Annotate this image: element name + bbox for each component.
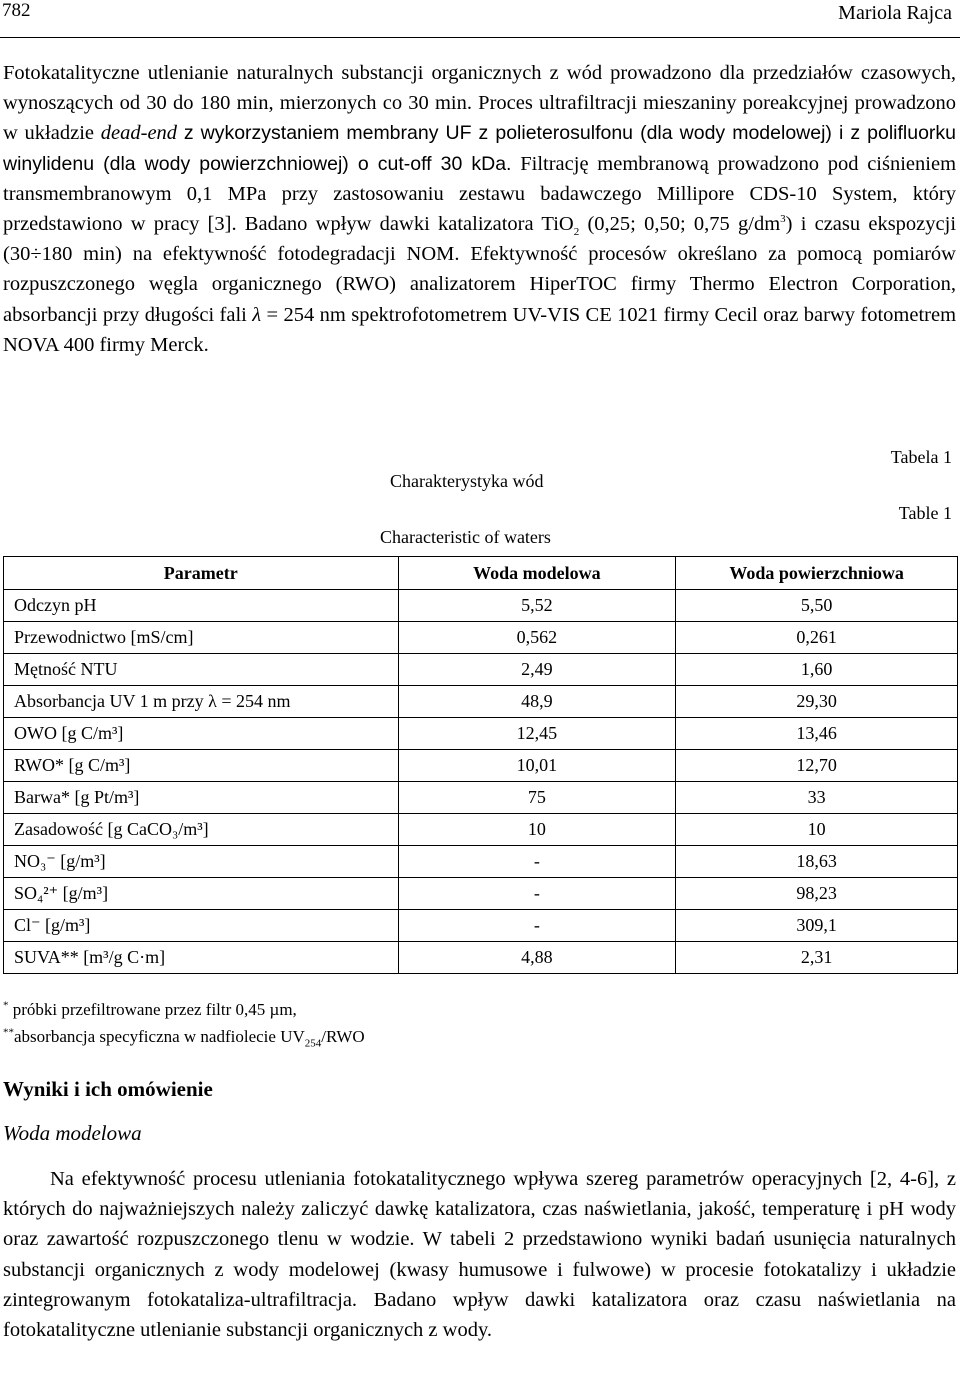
param-cell: SO₄²⁺ [g/m³] — [4, 878, 399, 910]
water-characteristics-table — [3, 556, 958, 974]
footnote-2 — [3, 1026, 365, 1050]
col-header-parameter: Parametr — [4, 557, 399, 590]
table-header-row — [4, 557, 958, 590]
footnote-2-end: /RWO — [321, 1027, 365, 1046]
model-value-cell: 12,45 — [398, 718, 676, 750]
intro-dead-end: dead-end — [100, 122, 178, 145]
table-row — [4, 942, 958, 974]
param-cell: Absorbancja UV 1 m przy λ = 254 nm — [4, 686, 399, 718]
intro-lambda: λ — [252, 303, 262, 326]
table-row — [4, 846, 958, 878]
param-cell: OWO [g C/m³] — [4, 718, 399, 750]
surface-value-cell: 18,63 — [676, 846, 958, 878]
footnote-2-mark: ** — [3, 1026, 14, 1039]
table-row — [4, 750, 958, 782]
subsection-heading: Woda modelowa — [3, 1121, 142, 1145]
model-value-cell: - — [398, 910, 676, 942]
intro-sentence-5: ) i czasu ekspozycji (30÷180 min) na efektywność fotodegradacji NOM. Efektywność procesów określano za pomocą pomiarów rozpuszczonego węgla organicznego (RWO) analizatorem HiperTOC firmy Thermo Electron Corporation, absorbancji przy długości fali — [3, 213, 957, 326]
model-value-cell: 75 — [398, 782, 676, 814]
param-cell: Cl⁻ [g/m³] — [4, 910, 399, 942]
footnote-1-text: próbki przefiltrowane przez filtr 0,45 µm, — [12, 1000, 297, 1019]
surface-value-cell: 10 — [676, 814, 958, 846]
param-cell: NO₃⁻ [g/m³] — [4, 846, 399, 878]
table-row — [4, 654, 958, 686]
page-number: 782 — [2, 0, 31, 21]
running-header-author: Mariola Rajca — [838, 2, 952, 24]
surface-value-cell: 29,30 — [676, 686, 958, 718]
table-label-pl: Tabela 1 — [890, 447, 952, 467]
table-row — [4, 622, 958, 654]
surface-value-cell: 0,261 — [676, 622, 958, 654]
param-cell: Zasadowość [g CaCO₃/m³] — [4, 814, 399, 846]
intro-sentence-1: Fotokatalityczne utlenianie naturalnych substancji organicznych z wód prowadzono dla przedziałów czasowych, wynoszących od 30 do 180 min, mierzonych co 30 min. — [3, 62, 956, 115]
surface-value-cell: 12,70 — [676, 750, 958, 782]
results-paragraph: Na efektywność procesu utleniania fotokatalitycznego wpływa szereg parametrów operacyjnych [2, 4-6], z których do najważniejszych należy zaliczyć dawkę katalizatora, czas naświetlania, jakość, temperaturę i pH wody oraz zawartość rozpuszczonego tlenu w wodzie. W tabeli 2 przedstawiono wyniki badań usunięcia naturalnych substancji organicznych z wody modelowej (kwasy humusowe i fulwowe) w procesie fotokatalizy i układzie zintegrowanym fotokataliza-ultrafiltracja. Badano wpływ dawki katalizatora oraz czasu naświetlania na fotokatalityczne utlenianie substancji organicznych z wody. — [3, 1168, 956, 1342]
table-row — [4, 878, 958, 910]
param-cell: Barwa* [g Pt/m³] — [4, 782, 399, 814]
table-row — [4, 686, 958, 718]
surface-value-cell: 33 — [676, 782, 958, 814]
model-value-cell: - — [398, 878, 676, 910]
surface-value-cell: 98,23 — [676, 878, 958, 910]
intro-sentence-2a: Proces ultrafiltracji mieszaniny poreakcyjnej prowadzono w układzie — [3, 92, 957, 145]
footnote-1 — [3, 1000, 297, 1020]
surface-value-cell: 13,46 — [676, 718, 958, 750]
intro-sentence-2c: z wykorzystaniem membrany UF z polieterosulfonu (dla wody modelowej) i z polifluorku winylidenu (dla wody powierzchniowej) o cut-off 30 kDa. — [3, 122, 957, 175]
table-label-en: Table 1 — [898, 503, 952, 523]
surface-value-cell: 1,60 — [676, 654, 958, 686]
table-row — [4, 814, 958, 846]
section-heading: Wyniki i ich omówienie — [3, 1077, 213, 1101]
model-value-cell: 2,49 — [398, 654, 676, 686]
intro-sentence-4: (0,25; 0,50; 0,75 g/dm — [587, 213, 781, 236]
model-value-cell: 5,52 — [398, 590, 676, 622]
model-value-cell: 10,01 — [398, 750, 676, 782]
model-value-cell: 0,562 — [398, 622, 676, 654]
model-value-cell: 10 — [398, 814, 676, 846]
footnote-2-sub: 254 — [304, 1037, 322, 1050]
col-header-model-water: Woda modelowa — [398, 557, 676, 590]
table-row — [4, 910, 958, 942]
surface-value-cell: 2,31 — [676, 942, 958, 974]
param-cell: Odczyn pH — [4, 590, 399, 622]
footnote-1-mark: * — [3, 999, 9, 1012]
table-row — [4, 590, 958, 622]
model-value-cell: 4,88 — [398, 942, 676, 974]
table-caption-en: Characteristic of waters — [380, 527, 551, 547]
surface-value-cell: 5,50 — [676, 590, 958, 622]
header-rule — [0, 37, 960, 38]
model-value-cell: - — [398, 846, 676, 878]
model-value-cell: 48,9 — [398, 686, 676, 718]
param-cell: Przewodnictwo [mS/cm] — [4, 622, 399, 654]
surface-value-cell: 309,1 — [676, 910, 958, 942]
footnote-2-text: absorbancja specyficzna w nadfiolecie UV — [14, 1027, 305, 1046]
intro-sentence-6: = 254 nm spektrofotometrem UV-VIS CE 1021 firmy Cecil oraz barwy fotometrem NOVA 400 firmy Merck. — [3, 303, 957, 356]
intro-dm3-sup: 3 — [780, 213, 786, 226]
intro-paragraph — [3, 58, 956, 360]
param-cell: RWO* [g C/m³] — [4, 750, 399, 782]
param-cell: SUVA** [m³/g C·m] — [4, 942, 399, 974]
table-caption-pl: Charakterystyka wód — [390, 471, 544, 491]
table-row — [4, 718, 958, 750]
table-row — [4, 782, 958, 814]
intro-sentence-3: Filtrację membranową prowadzono pod ciśnieniem transmembranowym 0,1 MPa przy zastosowaniu zestawu badawczego Millipore CDS-10 System, który przedstawiono w pracy [3]. Badano wpływ dawki katalizatora TiO — [3, 152, 957, 236]
col-header-surface-water: Woda powierzchniowa — [676, 557, 958, 590]
param-cell: Mętność NTU — [4, 654, 399, 686]
intro-tio2-sub: 2 — [573, 226, 580, 239]
